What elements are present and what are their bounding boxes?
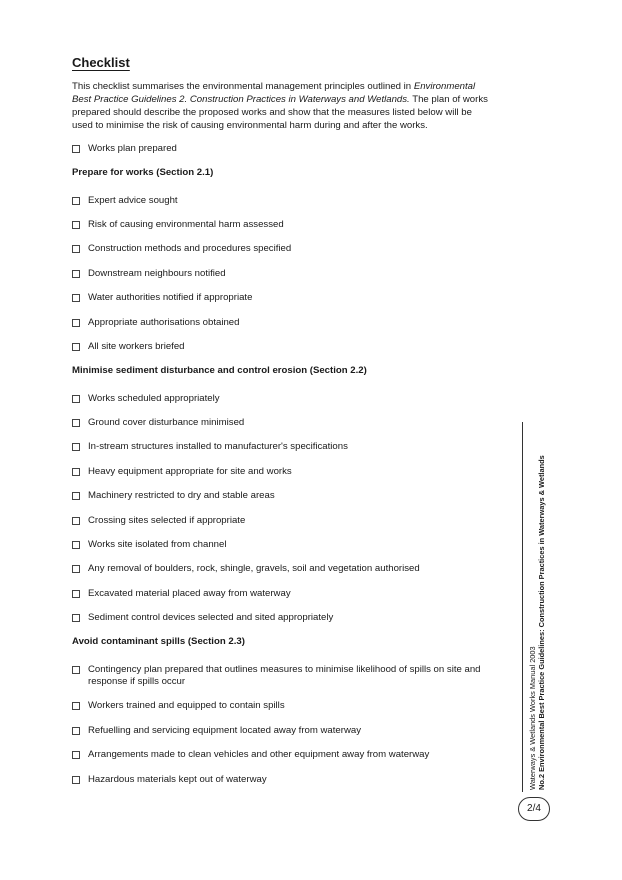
section-heading: Prepare for works (Section 2.1)	[72, 167, 214, 178]
checkbox[interactable]	[72, 565, 80, 573]
checklist-item: Heavy equipment appropriate for site and works	[72, 466, 502, 478]
intro-guideline-title: Environmental Best Practice Guidelines 2. Construction Practices in Waterways and Wetlands.	[72, 81, 476, 105]
checkbox[interactable]	[72, 666, 80, 674]
checkbox[interactable]	[72, 590, 80, 598]
checklist-item: Workers trained and equipped to contain spills	[72, 700, 502, 712]
manual-title: Waterways & Wetlands Works Manual 2003	[528, 646, 537, 790]
checkbox[interactable]	[72, 221, 80, 229]
checklist-item: Works plan prepared	[72, 143, 502, 155]
checkbox[interactable]	[72, 468, 80, 476]
checklist-item: Crossing sites selected if appropriate	[72, 515, 502, 527]
checklist-item: Appropriate authorisations obtained	[72, 317, 502, 329]
checklist-item: In-stream structures installed to manufacturer's specifications	[72, 441, 502, 453]
checkbox[interactable]	[72, 492, 80, 500]
checklist-item: Ground cover disturbance minimised	[72, 417, 502, 429]
checkbox[interactable]	[72, 751, 80, 759]
section-heading: Avoid contaminant spills (Section 2.3)	[72, 636, 245, 647]
checkbox[interactable]	[72, 343, 80, 351]
guideline-title: No.2 Environmental Best Practice Guidelines: Construction Practices in Waterways & Wetlands	[537, 455, 546, 790]
checklist-item: Construction methods and procedures specified	[72, 243, 502, 255]
checklist-item: Works site isolated from channel	[72, 539, 502, 551]
checklist-item: Downstream neighbours notified	[72, 268, 502, 280]
checkbox[interactable]	[72, 776, 80, 784]
checkbox[interactable]	[72, 245, 80, 253]
checklist-item: Works scheduled appropriately	[72, 393, 502, 405]
checkbox[interactable]	[72, 702, 80, 710]
checkbox[interactable]	[72, 517, 80, 525]
checklist-item: Sediment control devices selected and sited appropriately	[72, 612, 502, 624]
checklist-item: Hazardous materials kept out of waterway	[72, 774, 502, 786]
checkbox[interactable]	[72, 614, 80, 622]
checklist-item: All site workers briefed	[72, 341, 502, 353]
checklist-item: Expert advice sought	[72, 195, 502, 207]
checkbox[interactable]	[72, 294, 80, 302]
sidebar-divider	[522, 422, 523, 792]
checklist-item: Contingency plan prepared that outlines measures to minimise likelihood of spills on site and response if spills occur	[72, 664, 502, 688]
section-heading: Minimise sediment disturbance and control erosion (Section 2.2)	[72, 365, 367, 376]
checklist-item: Any removal of boulders, rock, shingle, gravels, soil and vegetation authorised	[72, 563, 502, 575]
checklist-item: Excavated material placed away from waterway	[72, 588, 502, 600]
intro-text-end: The plan of works prepared should describe the proposed works and show that the measures listed below will be used to minimise the risk of causing environmental harm during and after the works.	[72, 94, 488, 131]
page-number: 2/4	[518, 797, 550, 821]
page-title: Checklist	[72, 55, 130, 70]
checkbox[interactable]	[72, 727, 80, 735]
checkbox[interactable]	[72, 419, 80, 427]
checkbox[interactable]	[72, 443, 80, 451]
checklist-item: Risk of causing environmental harm assessed	[72, 219, 502, 231]
checkbox[interactable]	[72, 319, 80, 327]
checklist-item: Water authorities notified if appropriate	[72, 292, 502, 304]
checklist-item: Arrangements made to clean vehicles and other equipment away from waterway	[72, 749, 502, 761]
intro-paragraph	[72, 80, 492, 132]
checkbox[interactable]	[72, 197, 80, 205]
sidebar-running-title	[528, 450, 546, 790]
intro-text-start: This checklist summarises the environmental management principles outlined in	[72, 81, 414, 92]
checkbox[interactable]	[72, 270, 80, 278]
checkbox[interactable]	[72, 395, 80, 403]
checkbox[interactable]	[72, 145, 80, 153]
checklist-item: Machinery restricted to dry and stable areas	[72, 490, 502, 502]
checkbox[interactable]	[72, 541, 80, 549]
checklist-item: Refuelling and servicing equipment located away from waterway	[72, 725, 502, 737]
